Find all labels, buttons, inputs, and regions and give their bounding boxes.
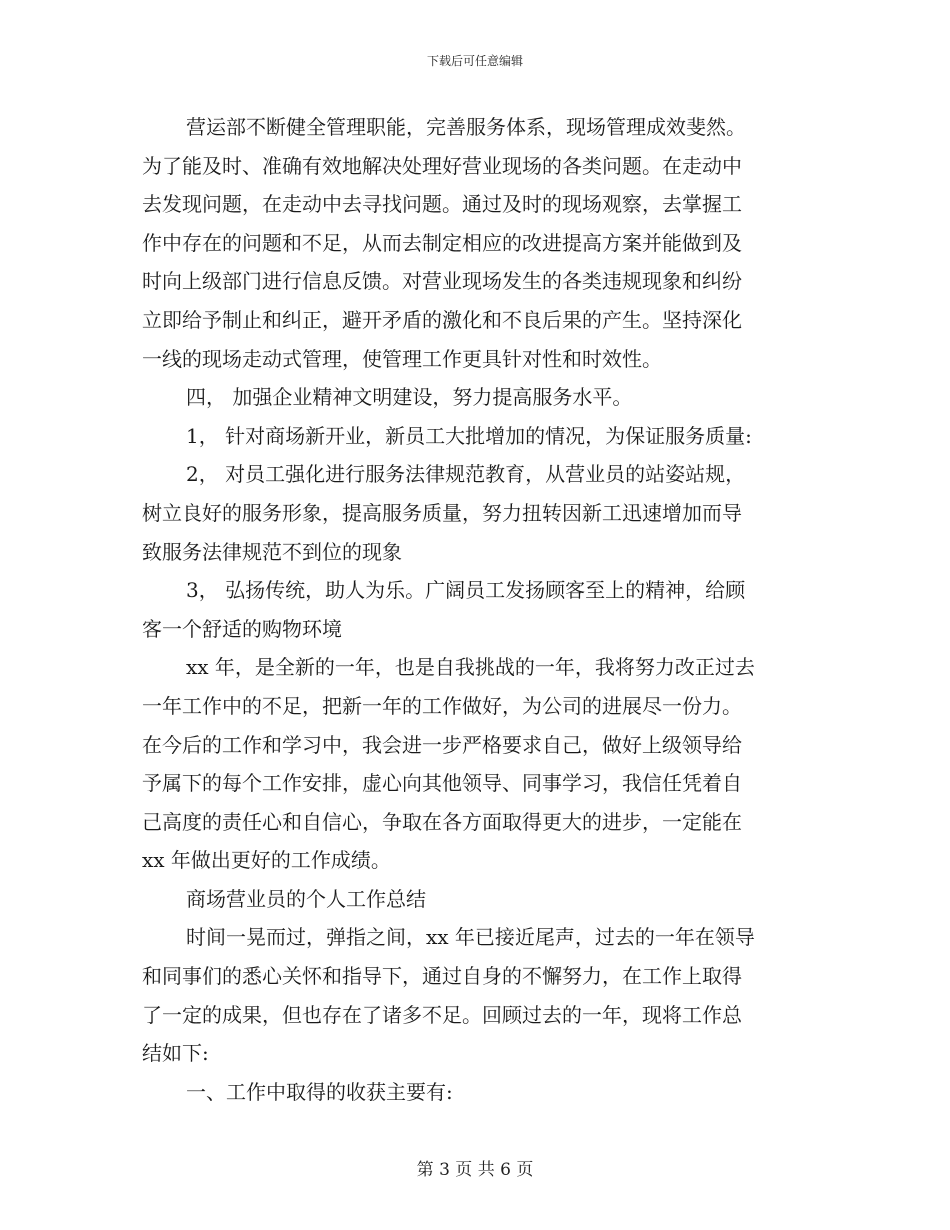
- section-heading: 四， 加强企业精神文明建设，努力提高服务水平。: [186, 385, 633, 410]
- paragraph-line: 予属下的每个工作安排，虚心向其他领导、同事学习，我信任凭着自: [142, 771, 742, 796]
- paragraph-line: 了一定的成果，但也存在了诸多不足。回顾过去的一年，现将工作总: [142, 1002, 742, 1027]
- paragraph-line: 结如下:: [142, 1041, 209, 1066]
- list-item: 1， 针对商场新开业，新员工大批增加的情况，为保证服务质量:: [186, 423, 752, 448]
- paragraph-line: 一年工作中的不足，把新一年的工作做好，为公司的进展尽一份力。: [142, 693, 742, 718]
- page-number: 第 3 页 共 6 页: [416, 1160, 534, 1180]
- paragraph-line: 作中存在的问题和不足，从而去制定相应的改进提高方案并能做到及: [142, 230, 742, 255]
- paragraph-line: 客一个舒适的购物环境: [142, 616, 342, 641]
- paragraph-line: xx 年做出更好的工作成绩。: [142, 848, 391, 873]
- paragraph-line: 时间一晃而过，弹指之间，xx 年已接近尾声，过去的一年在领导: [186, 925, 755, 950]
- paragraph-line: 立即给予制止和纠正，避开矛盾的激化和不良后果的产生。坚持深化: [142, 307, 742, 332]
- paragraph-line: 致服务法律规范不到位的现象: [142, 539, 402, 564]
- paragraph-line: 营运部不断健全管理职能，完善服务体系，现场管理成效斐然。: [186, 115, 746, 139]
- paragraph-line: 一线的现场走动式管理，使管理工作更具针对性和时效性。: [142, 346, 662, 371]
- paragraph-line: 己高度的责任心和自信心，争取在各方面取得更大的进步，一定能在: [142, 809, 742, 834]
- list-item: 2， 对员工强化进行服务法律规范教育，从营业员的站姿站规，: [186, 462, 746, 487]
- list-item: 3， 弘扬传统，助人为乐。广阔员工发扬顾客至上的精神，给顾: [186, 578, 746, 603]
- section-title: 商场营业员的个人工作总结: [186, 886, 426, 911]
- page-header: 下载后可任意编辑: [426, 54, 523, 68]
- paragraph-line: 和同事们的悉心关怀和指导下，通过自身的不懈努力，在工作上取得: [142, 964, 742, 989]
- paragraph-line: xx 年，是全新的一年，也是自我挑战的一年，我将努力改正过去: [186, 655, 755, 680]
- section-heading: 一、工作中取得的收获主要有:: [186, 1079, 453, 1104]
- paragraph-line: 去发现问题，在走动中去寻找问题。通过及时的现场观察，去掌握工: [142, 192, 742, 217]
- paragraph-line: 为了能及时、准确有效地解决处理好营业现场的各类问题。在走动中: [142, 153, 742, 178]
- paragraph-line: 树立良好的服务形象，提高服务质量，努力扭转因新工迅速增加而导: [142, 500, 742, 525]
- paragraph-line: 时向上级部门进行信息反馈。对营业现场发生的各类违规现象和纠纷: [142, 269, 742, 294]
- paragraph-line: 在今后的工作和学习中，我会进一步严格要求自己，做好上级领导给: [142, 732, 742, 757]
- document-body: [142, 108, 807, 1111]
